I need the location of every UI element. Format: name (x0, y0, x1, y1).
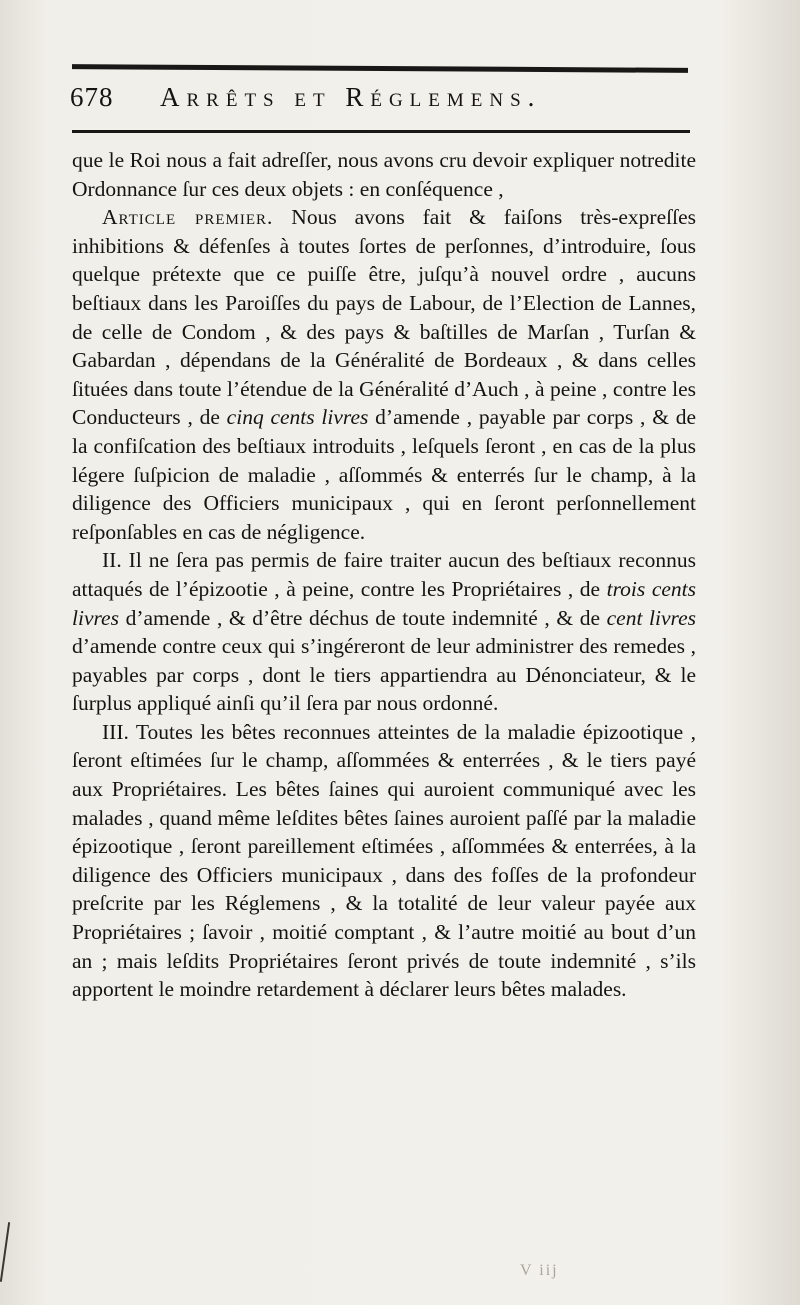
running-title: Arrêts et Réglemens. (160, 82, 542, 112)
article-2-text-c: d’amende contre ceux qui s’ingéreront de leur administrer des remedes , payables par corps , dont le tiers appartiendra au Dénonciateur, & le ſurplus appliqué ainſi qu’il ſera par nous ordonné. (72, 634, 696, 716)
page-header (70, 82, 690, 122)
body-text (72, 146, 696, 1004)
article-2-fine-1: trois cents livres (72, 576, 696, 630)
bleed-through-signature: V iij (520, 1262, 559, 1279)
article-1 (72, 203, 696, 546)
margin-pen-mark (0, 1222, 10, 1282)
article-1-fine: cinq cents livres (226, 405, 369, 430)
article-1-heading: Article premier. (102, 205, 274, 230)
article-2-fine-2: cent livres (606, 605, 696, 630)
article-2 (72, 546, 696, 718)
header-rule-top (72, 64, 688, 73)
article-1-tail: d’amende , payable par corps , & de la confiſcation des beſtiaux introduits , leſquels ſeront , en cas de la plus légere ſuſpicion de maladie , aſſommés & enterrés ſur le champ, à la diligence des Officiers municipaux , qui en ſeront perſonnellement reſponſables en cas de négligence. (72, 405, 696, 544)
article-2-text-a: II. Il ne ſera pas permis de faire traiter aucun des beſtiaux reconnus attaqués de l’épizootie , à peine, contre les Propriétaires , de (72, 548, 696, 601)
article-3: III. Toutes les bêtes reconnues atteintes de la maladie épizootique , ſeront eſtimées ſur le champ, aſſommées & enterrées , & le tiers payé aux Propriétaires. Les bêtes ſaines qui auroient communiqué avec les malades , quand même leſdites bêtes ſaines auroient paſſé par la maladie épizootique , ſeront pareillement eſtimées , aſſommées & enterrées, à la diligence des Officiers municipaux , dans des foſſes de la profondeur preſcrite par les Réglemens , & la totalité de leur valeur payée aux Propriétaires ; ſavoir , moitié comptant , & l’autre moitié au bout d’un an ; mais leſdits Propriétaires ſeront privés de toute indemnité , s’ils apportent le moindre retardement à déclarer leurs bêtes malades. (72, 719, 696, 1002)
header-rule-bottom (72, 130, 690, 133)
paragraph-continuation: que le Roi nous a fait adreſſer, nous avons cru devoir expliquer notredite Ordonnance ſur ces deux objets : en conſéquence , (72, 148, 696, 201)
article-2-text-b: d’amende , & d’être déchus de toute indemnité , & de (118, 605, 607, 630)
page-number: 678 (70, 82, 114, 112)
article-1-text: Nous avons fait & faiſons très-expreſſes inhibitions & défenſes à toutes ſortes de perſonnes, d’introduire, ſous quelque prétexte que ce puiſſe être, juſqu’à nouvel ordre , aucuns beſtiaux dans les Paroiſſes du pays de Labour, de l’Election de Lannes, de celle de Condom , & des pays & baſtilles de Marſan , Turſan & Gabardan , dépendans de la Généralité de Bordeaux , & dans celles ſituées dans toute l’étendue de la Généralité d’Auch , à peine , contre les Conducteurs , de (72, 205, 696, 430)
